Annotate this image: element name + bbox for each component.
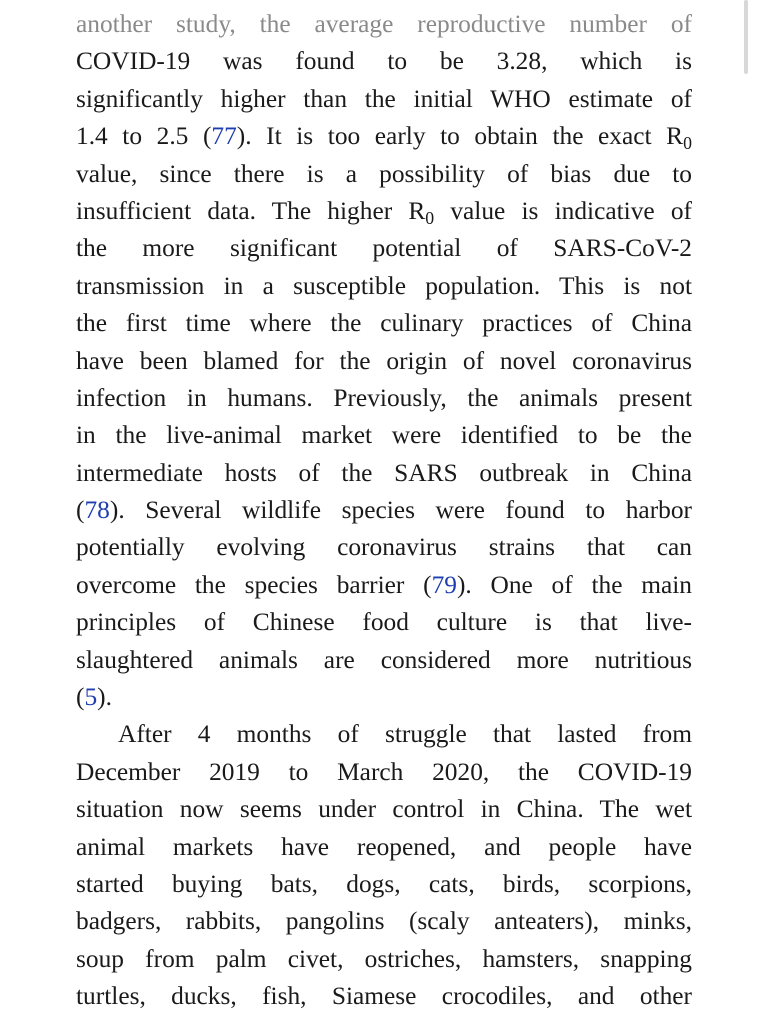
text-run: COVID-19 was found to be 3.28, which is bbox=[76, 47, 692, 76]
text-run: ). Several wildlife species were found to harbor bbox=[109, 496, 692, 525]
text-run: transmission in a susceptible population. This is not bbox=[76, 271, 692, 300]
text-run: significantly higher than the initial WHO estimate of bbox=[76, 84, 692, 113]
text-run: value, since there is a possibility of bias due to bbox=[76, 159, 692, 188]
text-run: the first time where the culinary practices of China bbox=[76, 309, 692, 338]
text-run: ( bbox=[76, 683, 85, 712]
text-run: slaughtered animals are considered more nutritious bbox=[76, 645, 692, 674]
text-run: ). One of the main bbox=[456, 570, 692, 599]
text-run: situation now seems under control in China. The wet bbox=[76, 795, 692, 824]
text-run: December 2019 to March 2020, the COVID-19 bbox=[76, 757, 692, 786]
text-run: in the live-animal market were identified to be the bbox=[76, 421, 692, 450]
text-run: After 4 months of struggle that lasted from bbox=[118, 720, 692, 749]
citation-link[interactable]: 77 bbox=[211, 122, 237, 151]
text-run: ). bbox=[97, 683, 112, 712]
text-line bbox=[76, 343, 692, 380]
text-line bbox=[76, 604, 692, 641]
text-line bbox=[76, 417, 692, 454]
text-run: ). It is too early to obtain the exact R bbox=[236, 122, 684, 151]
text-run: intermediate hosts of the SARS outbreak in China bbox=[76, 458, 692, 487]
text-line bbox=[76, 716, 692, 753]
text-line bbox=[76, 43, 692, 80]
text-line bbox=[76, 380, 692, 417]
text-run: overcome the species barrier ( bbox=[76, 570, 432, 599]
text-run: insufficient data. The higher R bbox=[76, 196, 426, 225]
text-run: potentially evolving coronavirus strains that can bbox=[76, 533, 692, 562]
text-line bbox=[76, 268, 692, 305]
text-run: animal markets have reopened, and people have bbox=[76, 832, 692, 861]
paragraph-2 bbox=[76, 716, 692, 1015]
article-body bbox=[76, 6, 692, 1016]
subscript: 0 bbox=[425, 207, 435, 228]
text-line bbox=[76, 866, 692, 903]
text-line bbox=[76, 81, 692, 118]
text-line bbox=[76, 6, 692, 43]
citation-link[interactable]: 79 bbox=[431, 570, 457, 599]
subscript: 0 bbox=[683, 133, 692, 154]
text-line bbox=[76, 567, 692, 604]
text-line bbox=[76, 305, 692, 342]
paragraph-1 bbox=[76, 6, 692, 716]
citation-link[interactable]: 78 bbox=[84, 496, 110, 525]
text-run: another study, the average reproductive number of bbox=[76, 10, 692, 38]
text-line bbox=[76, 230, 692, 267]
text-run: soup from palm civet, ostriches, hamsters, snapping bbox=[76, 944, 692, 973]
text-run: 1.4 to 2.5 ( bbox=[76, 122, 212, 151]
text-line bbox=[76, 679, 692, 716]
text-line bbox=[76, 455, 692, 492]
text-run: have been blamed for the origin of novel coronavirus bbox=[76, 346, 692, 375]
text-line bbox=[76, 829, 692, 866]
text-line bbox=[76, 903, 692, 940]
text-line bbox=[76, 642, 692, 679]
text-line bbox=[76, 529, 692, 566]
citation-link[interactable]: 5 bbox=[84, 683, 98, 712]
scrollbar-thumb[interactable] bbox=[744, 0, 748, 74]
text-run: badgers, rabbits, pangolins (scaly anteaters), minks, bbox=[76, 907, 692, 936]
text-run: the more significant potential of SARS-CoV-2 bbox=[76, 234, 692, 263]
text-line bbox=[76, 193, 692, 230]
text-run: value is indicative of bbox=[434, 196, 692, 225]
text-line bbox=[76, 492, 692, 529]
text-line bbox=[76, 156, 692, 193]
text-line bbox=[76, 978, 692, 1015]
text-run: ( bbox=[76, 496, 85, 525]
text-line bbox=[76, 941, 692, 978]
text-line bbox=[76, 791, 692, 828]
text-line bbox=[76, 118, 692, 155]
text-run: principles of Chinese food culture is that live- bbox=[76, 608, 692, 637]
text-run: infection in humans. Previously, the animals present bbox=[76, 383, 692, 412]
text-run: turtles, ducks, fish, Siamese crocodiles, and other bbox=[76, 982, 692, 1011]
text-run: started buying bats, dogs, cats, birds, scorpions, bbox=[76, 869, 692, 898]
text-line bbox=[76, 754, 692, 791]
